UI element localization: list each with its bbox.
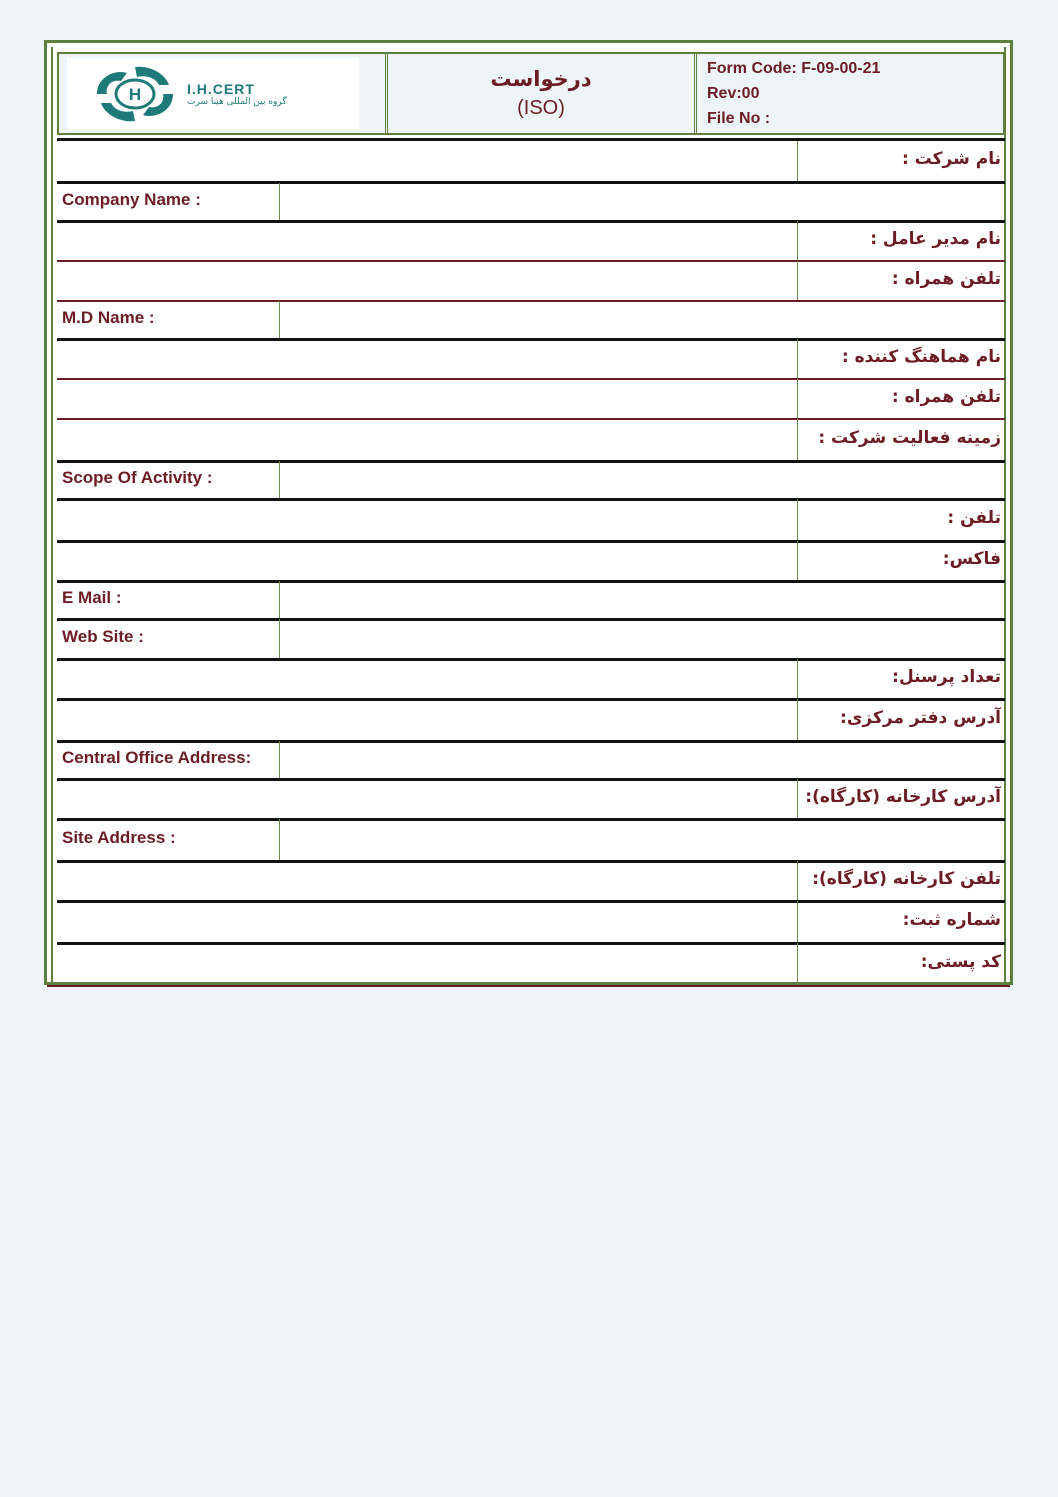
form-row xyxy=(57,261,1005,300)
form-title: درخواست xyxy=(490,67,592,91)
field-input-area[interactable] xyxy=(57,379,797,418)
cell-divider xyxy=(797,339,798,378)
field-label: M.D Name : xyxy=(62,308,155,327)
file-number: File No : xyxy=(707,109,771,127)
field-label: نام مدیر عامل : xyxy=(870,229,1001,249)
field-input-area[interactable] xyxy=(57,499,797,540)
form-row xyxy=(57,499,1005,540)
cell-divider xyxy=(797,499,798,540)
field-label: نام هماهنگ کننده : xyxy=(841,347,1001,367)
form-row xyxy=(57,943,1005,984)
field-input-area[interactable] xyxy=(57,339,797,378)
field-input-area[interactable] xyxy=(57,541,797,580)
cell-divider xyxy=(797,779,798,818)
field-label: تعداد پرسنل: xyxy=(892,667,1001,687)
field-input-area[interactable] xyxy=(280,819,1005,860)
form-row xyxy=(57,581,1005,618)
form-row xyxy=(57,901,1005,942)
field-input-area[interactable] xyxy=(57,861,797,900)
field-label: فاکس: xyxy=(942,549,1001,569)
form-row xyxy=(57,301,1005,338)
cell-divider xyxy=(797,861,798,900)
form-row xyxy=(57,461,1005,498)
field-input-area[interactable] xyxy=(280,581,1005,618)
cell-divider xyxy=(797,379,798,418)
field-input-area[interactable] xyxy=(57,901,797,942)
field-input-area[interactable] xyxy=(57,943,797,984)
field-label: کد پستی: xyxy=(920,952,1001,972)
company-logo xyxy=(67,58,359,129)
form-row xyxy=(57,141,1005,181)
field-input-area[interactable] xyxy=(280,301,1005,338)
cell-divider xyxy=(797,221,798,260)
cell-divider xyxy=(797,699,798,740)
title-cell xyxy=(388,54,697,133)
field-input-area[interactable] xyxy=(57,221,797,260)
field-input-area[interactable] xyxy=(57,699,797,740)
logo-cell xyxy=(59,54,388,133)
row-separator xyxy=(57,138,1005,141)
cell-divider xyxy=(797,541,798,580)
field-label: شماره ثبت: xyxy=(902,910,1001,930)
form-row xyxy=(57,419,1005,460)
form-row xyxy=(57,779,1005,818)
svg-text:H: H xyxy=(128,84,142,104)
form-row xyxy=(57,221,1005,260)
form-row xyxy=(57,541,1005,580)
form-row xyxy=(57,741,1005,778)
logo-name: I.H.CERT xyxy=(187,80,255,97)
form-code: Form Code: F-09-00-21 xyxy=(707,59,881,77)
hinacert-logo-icon xyxy=(87,63,183,125)
field-input-area[interactable] xyxy=(280,183,1005,220)
field-label: زمینه فعالیت شرکت : xyxy=(818,428,1001,448)
field-input-area[interactable] xyxy=(57,141,797,181)
field-label: E Mail : xyxy=(62,588,122,607)
cell-divider xyxy=(797,901,798,942)
form-header xyxy=(57,52,1005,135)
cell-divider xyxy=(797,659,798,698)
form-row xyxy=(57,861,1005,900)
form-row xyxy=(57,379,1005,418)
field-label: Central Office Address: xyxy=(62,748,252,767)
field-label: تلفن همراه : xyxy=(891,269,1001,289)
form-row xyxy=(57,339,1005,378)
field-input-area[interactable] xyxy=(280,461,1005,498)
field-label: Site Address : xyxy=(62,828,176,847)
field-input-area[interactable] xyxy=(57,419,797,460)
form-frame xyxy=(44,40,1013,985)
field-label: نام شرکت : xyxy=(901,149,1001,169)
form-row xyxy=(57,619,1005,658)
form-subtitle: (ISO) xyxy=(517,97,565,119)
cell-divider xyxy=(797,419,798,460)
field-input-area[interactable] xyxy=(57,779,797,818)
field-label: تلفن کارخانه (کارگاه): xyxy=(812,869,1001,889)
field-input-area[interactable] xyxy=(280,619,1005,658)
cell-divider xyxy=(797,141,798,181)
field-label: تلفن : xyxy=(947,508,1001,528)
cell-divider xyxy=(797,261,798,300)
field-label: آدرس دفتر مرکزی: xyxy=(840,708,1001,728)
cell-divider xyxy=(797,943,798,984)
form-code-cell xyxy=(697,54,1003,133)
field-label: Scope Of Activity : xyxy=(62,468,213,487)
form-revision: Rev:00 xyxy=(707,84,760,102)
field-label: Web Site : xyxy=(62,627,144,646)
logo-subtitle: گروه بین المللی هینا سرت xyxy=(187,96,287,107)
field-input-area[interactable] xyxy=(280,741,1005,778)
field-label: تلفن همراه : xyxy=(891,387,1001,407)
form-row xyxy=(57,659,1005,698)
field-label: Company Name : xyxy=(62,190,201,209)
form-bottom-line xyxy=(47,985,1010,987)
form-row xyxy=(57,183,1005,220)
field-label: آدرس کارخانه (کارگاه): xyxy=(805,787,1001,807)
form-row xyxy=(57,819,1005,860)
field-input-area[interactable] xyxy=(57,659,797,698)
field-input-area[interactable] xyxy=(57,261,797,300)
form-row xyxy=(57,699,1005,740)
